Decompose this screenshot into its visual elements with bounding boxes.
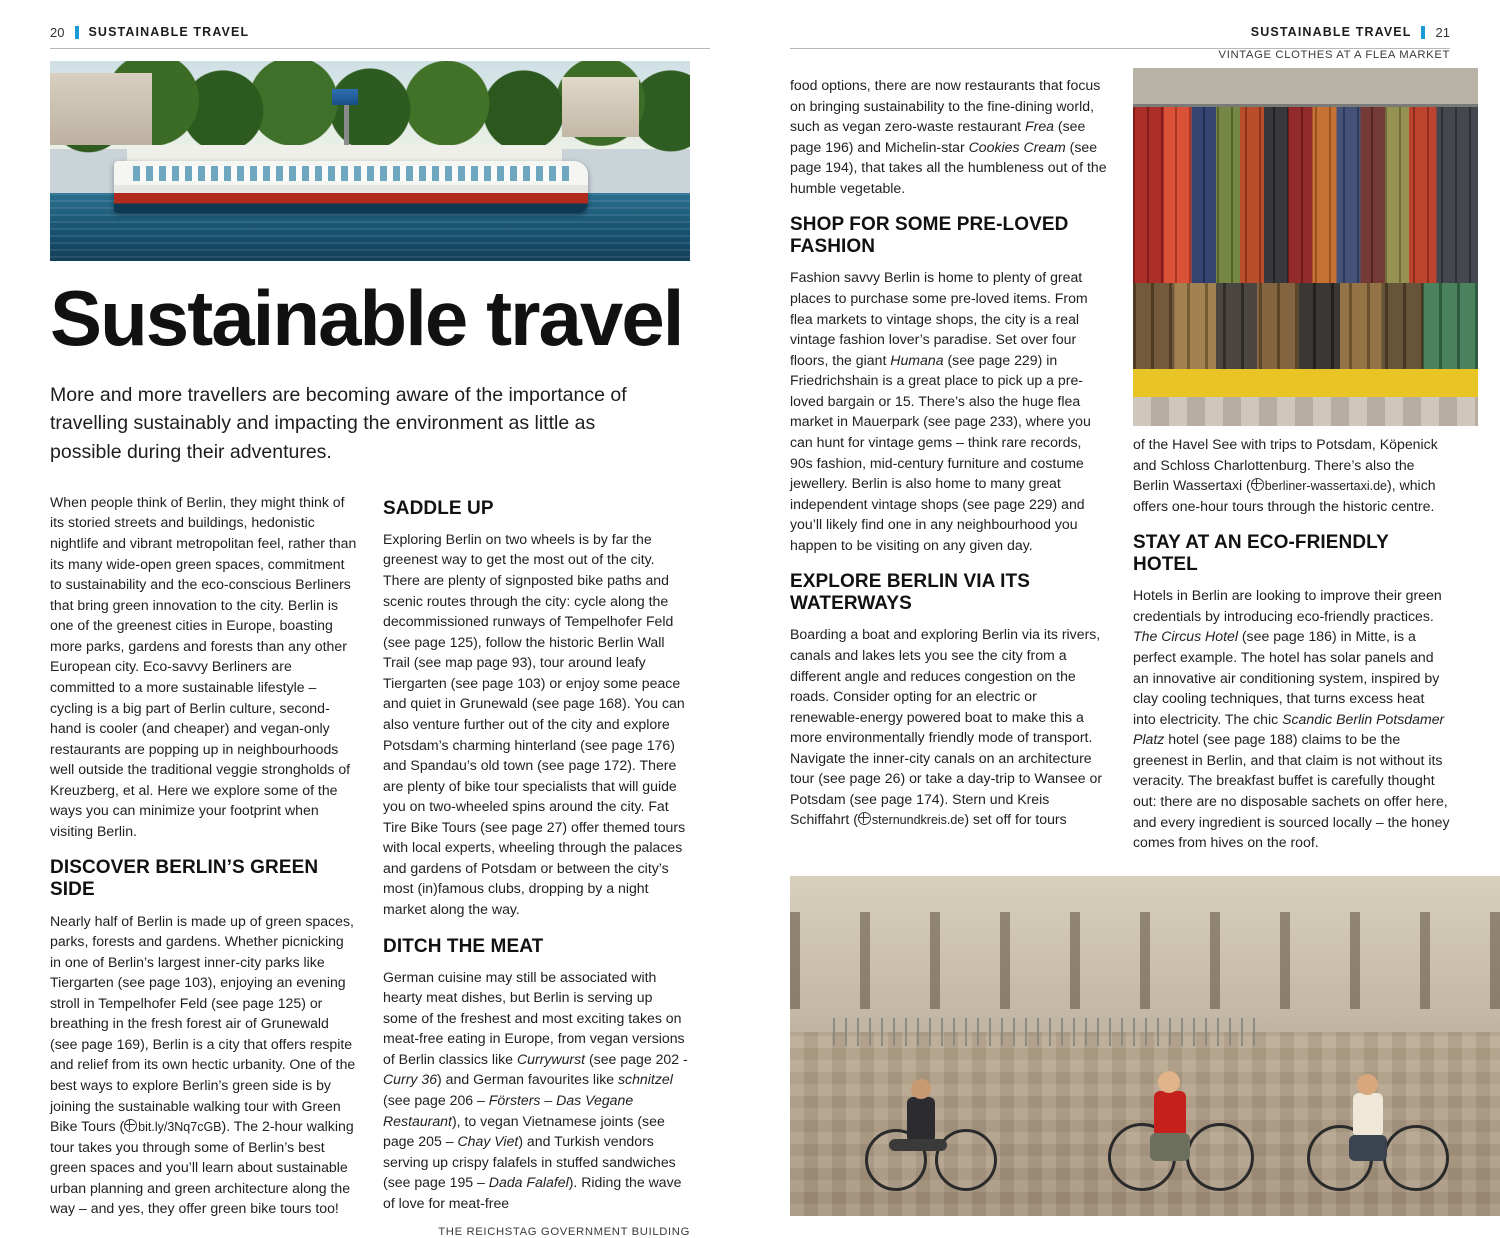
heading-stay-eco-friendly-hotel: STAY AT AN ECO-FRIENDLY HOTEL [1133, 532, 1389, 576]
food-part-3: Cookies Cream [968, 138, 1066, 155]
ditch-part-3: Curry 36 [383, 1071, 438, 1088]
ditch-part-7: Försters – Das Vegane Restaurant [383, 1092, 634, 1129]
fashion-part-1: Humana [890, 351, 944, 368]
folio-left: 20 [50, 24, 65, 40]
standfirst: More and more travellers are becoming aware of the importance of travelling sustainably and impacting the environment as little as possible during their adventures. [50, 384, 627, 463]
left-column-2 [383, 492, 690, 1238]
ditch-part-4: ) and German favourites like [437, 1071, 618, 1088]
food-part-2: (see page 196) and Michelin-star [790, 118, 1086, 155]
hotel-part-3: Scandic Berlin Potsdamer Platz [1133, 710, 1445, 748]
paragraph-havel-see [1133, 434, 1450, 516]
paragraph-ditch-the-meat [383, 967, 690, 1214]
paragraph-food-options [790, 75, 1107, 198]
ditch-part-12: ). Riding the wave of love for meat-free [383, 1174, 682, 1211]
page-title: Sustainable travel [50, 274, 683, 362]
paragraph-saddle-up: Exploring Berlin on two wheels is by far the greenest way to get the most out of the city. There are plenty of signposted bike paths and scenic routes through the city: cycle along the decommissioned runways of Tempelhofer Feld (see page 125), follow the historic Berlin Wall Trail (see map page 93), tour around leafy Tiergarten (see page 103) or enjoy some peace and quiet in Grunewald (see page 168). You can also venture further out of the city and explore Potsdam’s charming hinterland (see page 176) and Spandau’s old town (see page 172). There are plenty of bike tour specialists that will guide you on two-wheeled spins around the city. Fat Tire Bike Tours (see page 27) offer themed tours with local experts, wheeling through the palaces and gardens of Potsdam or between the city’s most (in)famous clubs, dropping by a night market along the way. [383, 530, 686, 918]
paragraph-green-side-a: Nearly half of Berlin is made up of green spaces, parks, forests and gardens. Whether picnicking in one of Berlin’s largest inner-city parks like Tiergarten (see page 103), enjoying an evening stroll in Tempelhofer Feld (see page 125) or breathing in the fresh forest air of Grunewald (see page 169), Berlin is a city that offers respite and relief from its own hectic urbanity. One of the best ways to explore Berlin’s green side is by joining the sustainable walking tour with Green Bike Tours ( [50, 912, 356, 1135]
paragraph-green-side-b: ). The 2-hour walking tour takes you through some of Berlin’s best green spaces and you’ll learn about sustainable urban planning and green architecture along the way – and yes, they offer green bike tours too! [50, 1118, 354, 1217]
hotel-part-1: The Circus Hotel [1133, 628, 1238, 645]
running-head-right-label: SUSTAINABLE TRAVEL [1250, 25, 1412, 39]
hotel-part-0: Hotels in Berlin are looking to improve their green credentials by introducing eco-friendly practices. [1133, 587, 1442, 624]
photo-flea-market [1133, 68, 1478, 426]
ditch-part-1: Currywurst [516, 1050, 586, 1067]
waterways-a: Boarding a boat and exploring Berlin via its rivers, canals and lakes lets you see the city from a different angle and reduces congestion on the roads. Consider opting for an electric or renewable-energy powered boat to make this a more environmentally friendly mode of transport. Navigate the inner-city canals on an architecture tour (see page 26) or take a day-trip to Wansee or Potsdam (see page 174). Stern und Kreis Schiffahrt ( [790, 626, 1103, 828]
globe-icon [124, 1119, 137, 1132]
cyclist-one [861, 1055, 1001, 1195]
heading-ditch-the-meat: DITCH THE MEAT [383, 935, 544, 957]
cyclist-two [1102, 1045, 1252, 1195]
hotel-part-2: (see page 186) in Mitte, is a perfect example. The hotel has solar panels and an innovative air conditioning system, inspired by clay cooling techniques, that turns excess heat into electricity. The chic [1133, 628, 1440, 727]
ditch-part-10: ) and Turkish vendors serving up crispy falafels in stuffed sandwiches (see page 195 – [383, 1133, 676, 1191]
right-page [750, 0, 1500, 1151]
fashion-part-0: Fashion savvy Berlin is home to plenty of great places to purchase some pre-loved items. From flea markets to vintage shops, the city is a real vintage fashion lover’s paradise. Set over four floors, the giant [790, 269, 1088, 368]
cyclist-three [1301, 1045, 1451, 1195]
paragraph-pre-loved-fashion [790, 267, 1107, 555]
heading-discover-berlins-green-side: DISCOVER BERLIN’S GREEN SIDE [50, 857, 319, 901]
link-green-bike-tours[interactable]: bit.ly/3Nq7cGB [138, 1120, 222, 1135]
accent-bar-left-icon [75, 26, 79, 39]
food-part-4: (see page 194), that takes all the humbleness out of the humble vegetable. [790, 138, 1107, 196]
havel-part-0: of the Havel See with trips to Potsdam, Köpenick and Schloss Charlottenburg. There’s also the Berlin Wassertaxi ( [1133, 436, 1438, 494]
globe-icon [858, 812, 871, 825]
ditch-part-9: Chay Viet [457, 1133, 519, 1150]
paragraph-eco-hotel [1133, 585, 1450, 852]
right-top-area [790, 49, 1450, 866]
heading-shop-pre-loved-fashion: SHOP FOR SOME PRE-LOVED FASHION [790, 214, 1069, 258]
header-rule-left [50, 48, 710, 49]
right-column-2 [1133, 49, 1450, 866]
running-head-left [50, 22, 710, 42]
heading-saddle-up: SADDLE UP [383, 497, 494, 519]
link-sternundkreis[interactable]: sternundkreis.de [871, 813, 965, 828]
photo-river-boat [50, 61, 690, 261]
ditch-part-2: (see page 202 - [585, 1050, 688, 1067]
accent-bar-right-icon [1421, 26, 1425, 39]
ditch-part-11: Dada Falafel [488, 1174, 569, 1191]
globe-icon [1251, 478, 1264, 491]
fashion-part-2: (see page 229) in Friedrichshain is a great place to pick up a pre-loved bargain or 15. There’s also the huge flea market in Mauerpark (see page 233), where you can hunt for vintage gems – think rare records, 90s fashion, mid-century furniture and costume jewellery. Berlin is also home to many great independent vintage shops (see page 229) and you’ll likely find one in any neighbourhood you happen to be visiting on any given day. [790, 351, 1091, 553]
running-head-left-label: SUSTAINABLE TRAVEL [88, 25, 250, 39]
link-berliner-wassertaxi[interactable]: berliner-wassertaxi.de [1264, 479, 1388, 494]
havel-part-2: ), which offers one-hour tours through the historic centre. [1133, 477, 1436, 514]
food-part-0: food options, there are now restaurants that focus on bringing sustainability to the fine-dining world, such as vegan zero-waste restaurant [790, 77, 1101, 135]
hotel-part-4: hotel (see page 188) claims to be the greenest in Berlin, and that claim is not without its veracity. The breakfast buffet is carefully thought out: there are no disposable sachets on offer here, and every ingredient is sourced locally – the honey comes from hives on the roof. [1133, 731, 1450, 851]
caption-reichstag: THE REICHSTAG GOVERNMENT BUILDING [438, 1226, 690, 1238]
food-part-1: Frea [1025, 118, 1055, 135]
ditch-part-8: ), to vegan Vietnamese joints (see page 205 – [383, 1112, 665, 1150]
ditch-part-0: German cuisine may still be associated with hearty meat dishes, but Berlin is serving up some of the freshest and most exciting takes on meat-free eating in Europe, from vegan versions of Berlin classics like [383, 968, 685, 1067]
caption-flea-market: VINTAGE CLOTHES AT A FLEA MARKET [1218, 49, 1450, 61]
ditch-part-6: (see page 206 – [383, 1092, 489, 1109]
waterways-b: ) set off for tours [964, 811, 1067, 828]
running-head-right [790, 22, 1450, 42]
left-columns [50, 492, 710, 1238]
photo-cyclists [790, 876, 1500, 1216]
paragraph-green-side [50, 911, 357, 1219]
heading-explore-berlin-waterways: EXPLORE BERLIN VIA ITS WATERWAYS [790, 571, 1030, 615]
intro-paragraph: When people think of Berlin, they might think of its storied streets and buildings, hedonistic nightlife and vibrant metropolitan feel, rather than its many wide-open green spaces, commitment to sustainability and the eco-conscious Berliners that bring green innovation to the city. Berlin is one of the greenest cities in Europe, boasting more parks, gardens and forests than any other European city. Eco-savvy Berliners are committed to a more sustainable lifestyle – cycling is a big part of Berlin culture, second-hand is cooler (and cheaper) and vegan-only restaurants are popping up in neighbourhoods well outside the traditional veggie strongholds of Kreuzberg, et al. Here we explore some of the ways you can minimize your footprint when visiting Berlin. [50, 493, 357, 839]
ditch-part-5: schnitzel [618, 1071, 673, 1088]
right-column-1 [790, 49, 1107, 866]
folio-right: 21 [1435, 24, 1450, 40]
paragraph-waterways [790, 624, 1107, 830]
left-column-1 [50, 492, 357, 1238]
